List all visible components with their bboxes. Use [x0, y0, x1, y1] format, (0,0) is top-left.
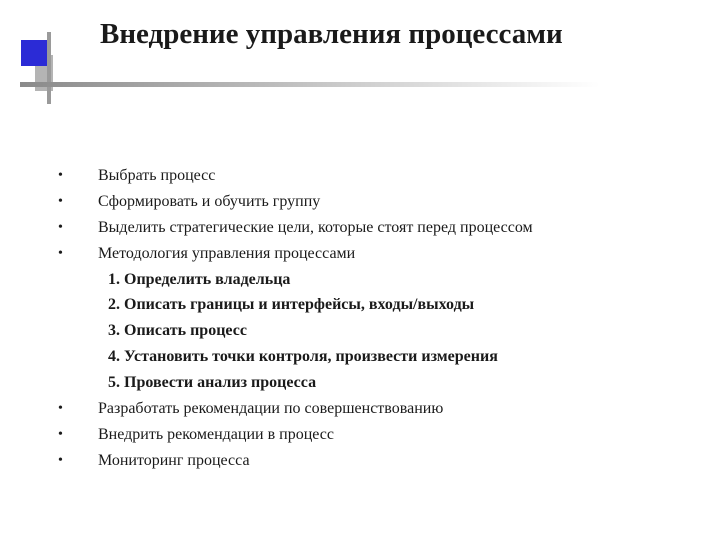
slide-title: Внедрение управления процессами	[100, 18, 563, 50]
list-item	[0, 448, 720, 474]
bullet-icon: •	[58, 245, 63, 261]
bullet-icon: •	[58, 168, 63, 183]
list-item-text: Сформировать и обучить группу	[98, 192, 321, 210]
bullet-icon: •	[58, 426, 63, 442]
list-item	[0, 422, 720, 448]
list-item-text: Внедрить рекомендации в процесс	[98, 425, 334, 443]
list-item	[0, 163, 720, 189]
substep-item	[0, 292, 720, 318]
substep-text: 3. Описать процесс	[108, 322, 247, 340]
substep-item	[0, 370, 720, 396]
bullet-list	[0, 163, 720, 474]
substep-text: 5. Провести анализ процесса	[108, 374, 317, 392]
decor-vertical-line	[47, 32, 51, 104]
bullet-icon: •	[58, 193, 63, 209]
list-item	[0, 396, 720, 422]
list-item	[0, 215, 720, 241]
list-item-text: Выбрать процесс	[98, 167, 216, 184]
substep-item	[0, 344, 720, 370]
list-item-text: Методология управления процессами	[98, 244, 356, 262]
substep-text: 4. Установить точки контроля, произвести измерения	[108, 348, 498, 366]
substep-item	[0, 267, 720, 293]
substep-item	[0, 318, 720, 344]
list-item	[0, 241, 720, 267]
list-item-text: Разработать рекомендации по совершенствованию	[98, 400, 444, 418]
bullet-icon: •	[58, 452, 63, 468]
bullet-icon: •	[58, 401, 63, 417]
decor-horizontal-line	[20, 82, 600, 87]
substep-text: 2. Описать границы и интерфейсы, входы/выходы	[108, 296, 475, 314]
list-item	[0, 189, 720, 215]
decor-blue-square	[21, 40, 48, 66]
substep-text: 1. Определить владельца	[108, 270, 291, 288]
list-item-text: Выделить стратегические цели, которые стоят перед процессом	[98, 218, 533, 236]
bullet-icon: •	[58, 219, 63, 235]
list-item-text: Мониторинг процесса	[98, 451, 250, 469]
